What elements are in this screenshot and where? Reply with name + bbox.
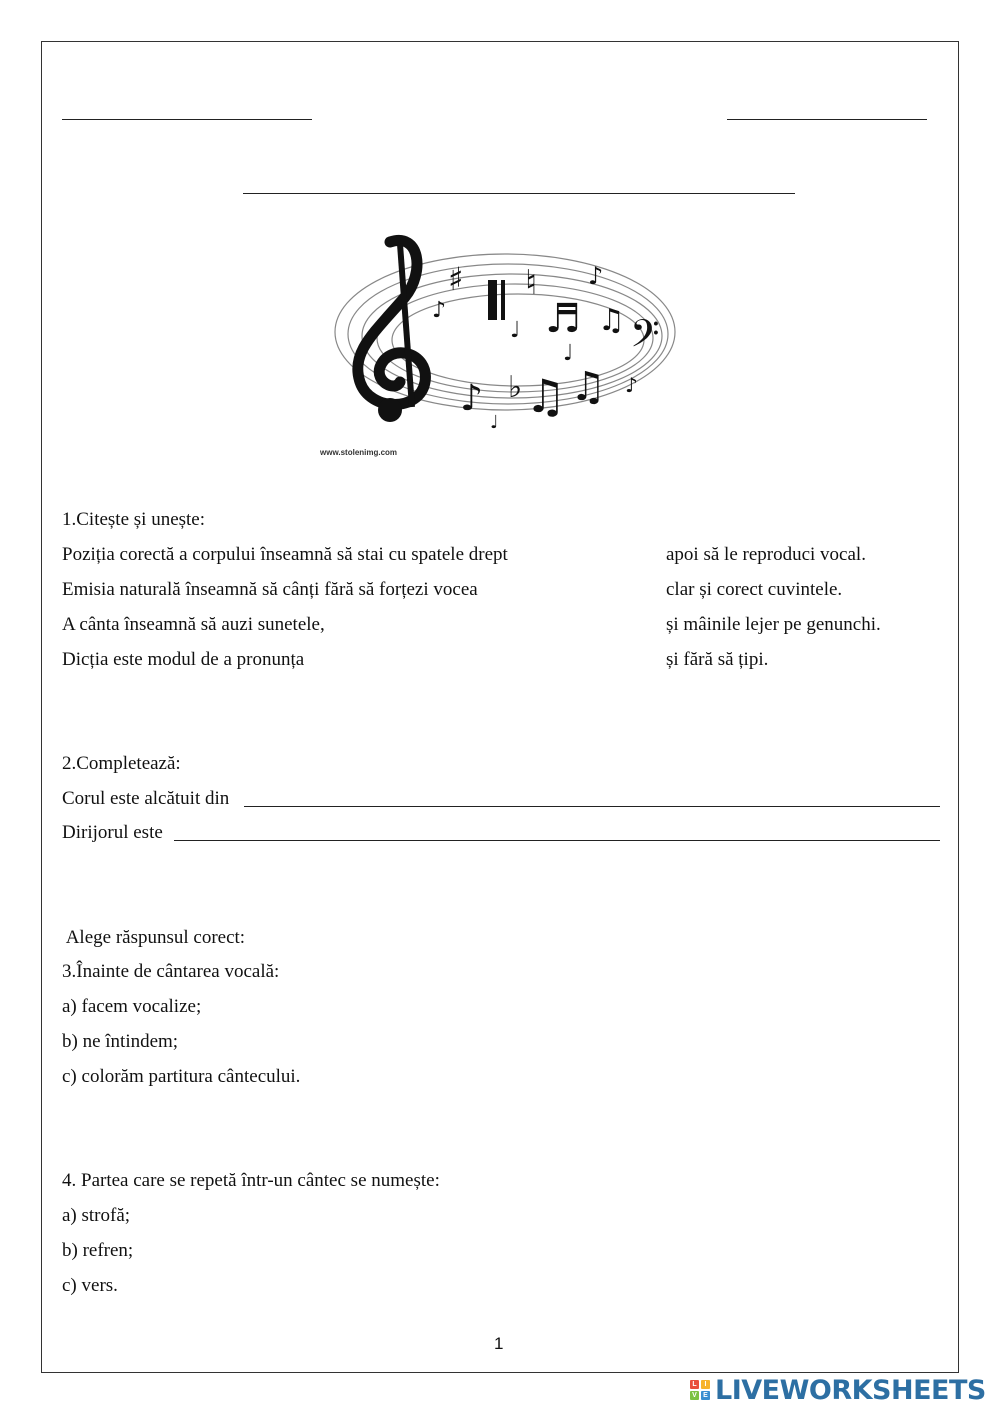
page-number: 1 <box>494 1334 504 1353</box>
match-left-3[interactable]: A cânta înseamnă să auzi sunetele, <box>62 614 325 635</box>
liveworksheets-name: LIVEWORKSHEETS <box>715 1374 986 1406</box>
exercise3-option-c[interactable]: c) colorăm partitura cântecului. <box>62 1066 301 1087</box>
svg-text:♫: ♫ <box>598 303 625 338</box>
music-notes-illustration <box>320 232 695 430</box>
exercise3-option-b[interactable]: b) ne întindem; <box>62 1031 179 1052</box>
barline-icon <box>488 280 497 320</box>
exercise2-line2-label: Dirijorul este <box>62 822 163 843</box>
mark-letter-v: V <box>690 1391 699 1400</box>
match-right-3[interactable]: și mâinile lejer pe genunchi. <box>666 614 881 635</box>
mark-letter-i: I <box>701 1380 710 1389</box>
exercise2-line1-label: Corul este alcătuit din <box>62 788 230 809</box>
sharp-icon: ♯ <box>448 260 464 298</box>
date-blank-line[interactable] <box>727 119 927 120</box>
svg-text:♩: ♩ <box>510 318 521 343</box>
match-right-4[interactable]: și fără să țipi. <box>666 649 769 670</box>
match-left-1[interactable]: Poziția corectă a corpului înseamnă să stai cu spatele drept <box>62 544 508 565</box>
svg-text:♪: ♪ <box>432 298 447 323</box>
svg-text:♪: ♪ <box>460 378 483 419</box>
image-credit: www.stolenimg.com <box>320 448 398 457</box>
exercise2-title: 2.Completează: <box>62 753 181 774</box>
bass-clef-icon: 𝄢 <box>630 311 660 365</box>
flat-icon: ♭ <box>508 370 523 405</box>
match-right-1[interactable]: apoi să le reproduci vocal. <box>666 544 866 565</box>
svg-text:♫: ♫ <box>570 364 606 410</box>
title-blank-line[interactable] <box>243 193 795 194</box>
exercise3-question: 3.Înainte de cântarea vocală: <box>62 961 280 982</box>
name-blank-line[interactable] <box>62 119 312 120</box>
svg-text:♪: ♪ <box>588 262 604 290</box>
exercise2-answer-input-2[interactable] <box>174 840 940 841</box>
svg-text:♬: ♬ <box>545 296 581 342</box>
exercise4-question: 4. Partea care se repetă într-un cântec se numește: <box>62 1170 440 1191</box>
svg-text:♪: ♪ <box>625 373 638 397</box>
svg-text:♩: ♩ <box>563 341 574 366</box>
mark-letter-l: L <box>690 1380 699 1389</box>
match-right-2[interactable]: clar și corect cuvintele. <box>666 579 843 600</box>
exercise3-option-a[interactable]: a) facem vocalize; <box>62 996 202 1017</box>
svg-text:♫: ♫ <box>525 369 567 423</box>
exercise3-intro: Alege răspunsul corect: <box>62 927 246 948</box>
mark-letter-e: E <box>701 1391 710 1400</box>
match-left-4[interactable]: Dicția este modul de a pronunța <box>62 649 305 670</box>
match-left-2[interactable]: Emisia naturală înseamnă să cânți fără să forțezi vocea <box>62 579 478 600</box>
exercise4-option-c[interactable]: c) vers. <box>62 1275 118 1296</box>
liveworksheets-mark-icon <box>690 1380 710 1400</box>
natural-icon: ♮ <box>525 263 538 303</box>
exercise4-option-b[interactable]: b) refren; <box>62 1240 134 1261</box>
exercise2-answer-input-1[interactable] <box>244 806 940 807</box>
exercise4-option-a[interactable]: a) strofă; <box>62 1205 131 1226</box>
svg-text:♩: ♩ <box>490 412 499 430</box>
liveworksheets-logo[interactable] <box>690 1374 986 1406</box>
exercise1-title: 1.Citește și unește: <box>62 509 206 530</box>
treble-clef-icon <box>358 240 426 422</box>
